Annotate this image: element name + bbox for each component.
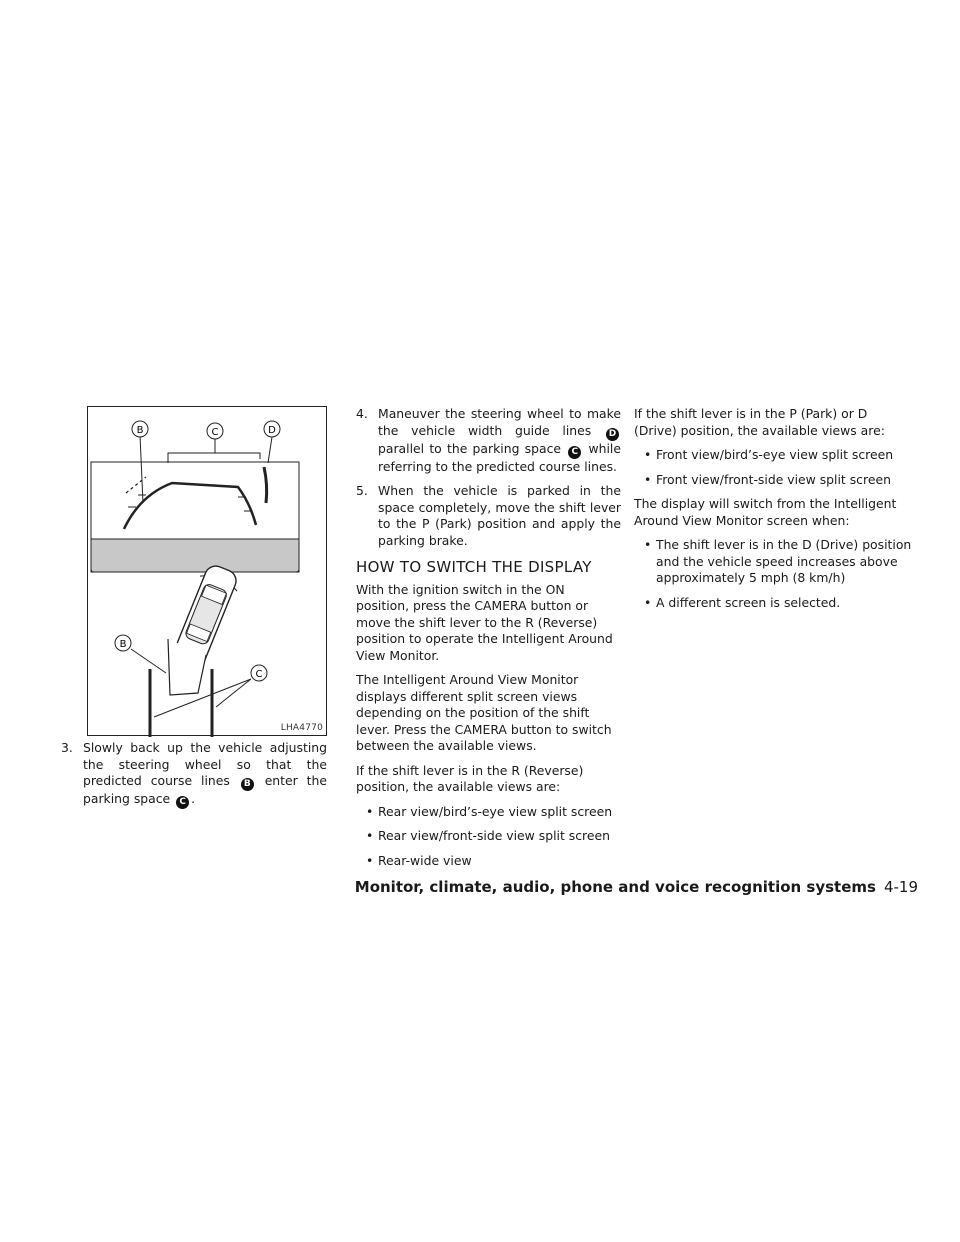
list-item: • The shift lever is in the D (Drive) position and the vehicle speed increases above approximately 5 mph (8 km/h) — [644, 537, 912, 585]
svg-text:B: B — [119, 639, 127, 650]
list-item: • Rear view/bird’s-eye view split screen — [366, 803, 613, 819]
middle-column — [356, 406, 621, 877]
screen-bumper-area — [91, 539, 299, 572]
callout-b-badge: B — [241, 778, 254, 791]
svg-text:C: C — [211, 427, 219, 438]
callout-c-bottom — [251, 665, 267, 681]
footer-section-title: Monitor, climate, audio, phone and voice recognition systems — [354, 878, 876, 896]
list-item: • Rear view/front-side view split screen — [366, 828, 610, 843]
list-item: • A different screen is selected. — [644, 594, 841, 610]
svg-text:D: D — [268, 425, 276, 436]
section-heading: HOW TO SWITCH THE DISPLAY — [356, 558, 592, 576]
paragraph: The display will switch from the Intelligent Around View Monitor screen when: — [634, 496, 897, 528]
step-4: 4. Maneuver the steering wheel to make the vehicle width guide lines D parallel to the parking space C while referring to the predicted course lines. — [356, 406, 621, 474]
paragraph: With the ignition switch in the ON position, press the CAMERA button or move the shift lever to the R (Reverse) position to operate the Intelligent Around View Monitor. — [356, 581, 613, 663]
list-item: • Front view/bird’s-eye view split screen — [644, 447, 894, 462]
callout-d-top — [264, 421, 280, 437]
callout-c-badge: C — [568, 446, 581, 459]
left-column — [61, 740, 327, 817]
paragraph: If the shift lever is in the P (Park) or D (Drive) position, the available views are: — [634, 406, 885, 438]
figure-id: LHA4770 — [280, 723, 323, 733]
illustration-figure — [87, 406, 327, 736]
svg-text:B: B — [136, 425, 144, 436]
step-5: 5. When the vehicle is parked in the space completely, move the shift lever to the P (Park) position and apply the parking brake. — [356, 483, 621, 548]
paragraph: If the shift lever is in the R (Reverse) position, the available views are: — [356, 762, 584, 794]
callout-c-badge: C — [176, 796, 189, 809]
page-number: 4-19 — [883, 878, 918, 896]
parking-diagram — [88, 407, 328, 737]
svg-text:C: C — [255, 669, 263, 680]
callout-b-top — [132, 421, 148, 437]
callout-d-badge: D — [606, 428, 619, 441]
page-footer — [355, 878, 918, 896]
right-column — [634, 406, 912, 619]
callout-c-top — [207, 423, 223, 439]
paragraph: The Intelligent Around View Monitor displays different split screen views depending on the position of the shift lever. Press the CAMERA button to switch between the available views. — [356, 672, 612, 753]
step-3: 3. Slowly back up the vehicle adjusting the steering wheel so that the predicted course lines B enter the parking space C . — [61, 740, 327, 807]
list-item: • Rear-wide view — [366, 852, 472, 868]
list-item: • Front view/front-side view split screen — [644, 471, 891, 487]
callout-b-bottom — [115, 635, 131, 651]
